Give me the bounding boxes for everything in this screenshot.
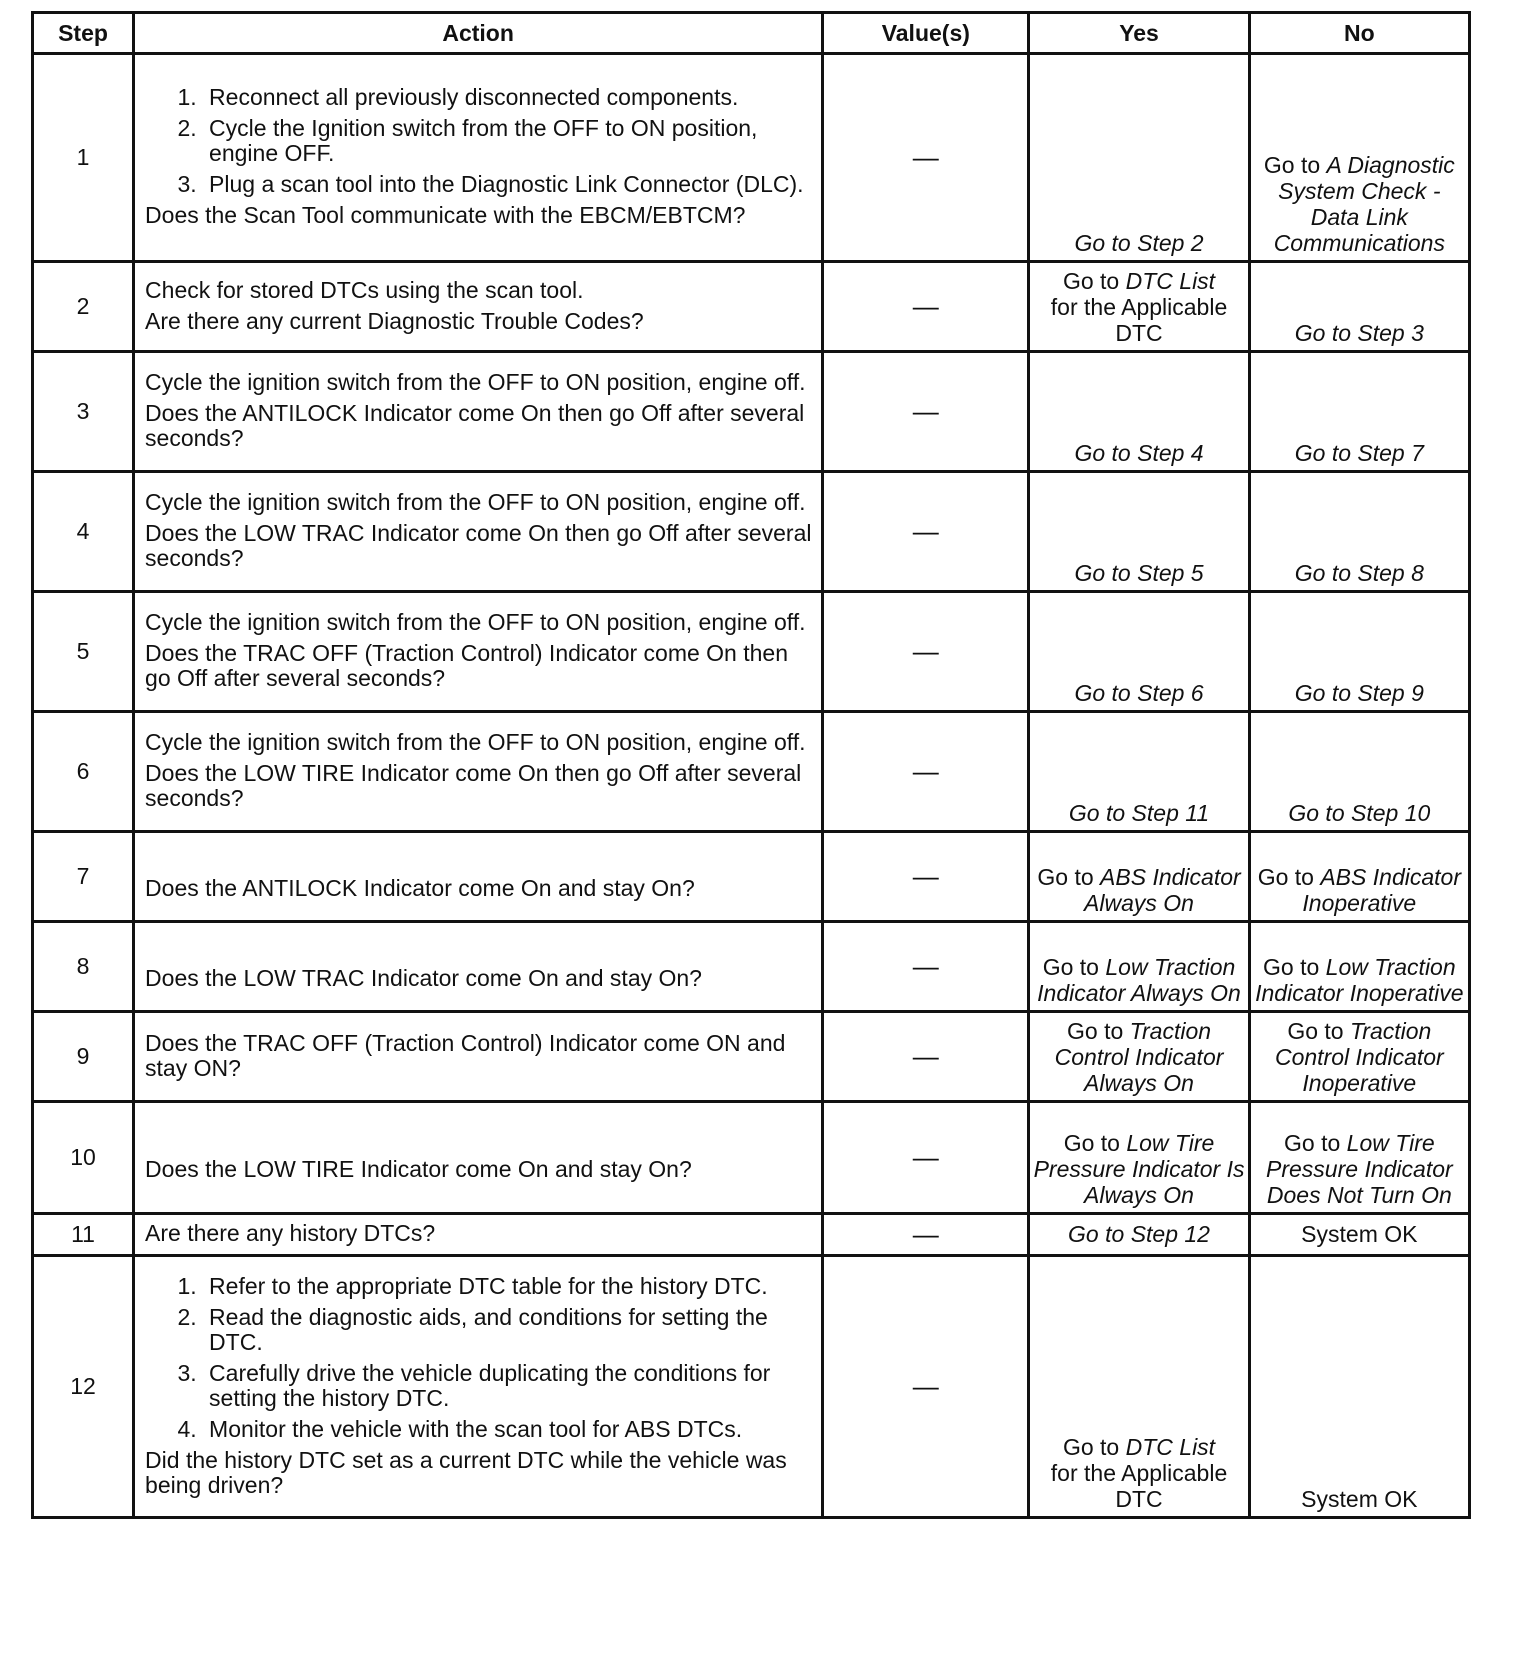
action-question: Does the Scan Tool communicate with the EBCM/EBTCM? — [145, 202, 746, 228]
yes-target: Low Tire Pressure Indicator Is Always On — [1033, 1130, 1245, 1208]
table-row — [33, 1012, 1470, 1102]
action-question: Are there any history DTCs? — [145, 1220, 436, 1246]
value-dash: — — [823, 262, 1029, 352]
step-number: 5 — [33, 592, 134, 712]
yes-prefix: Go to — [1042, 954, 1099, 980]
value-dash: — — [823, 712, 1029, 832]
instruction-item: 3. Plug a scan tool into the Diagnostic Link Connector (DLC). — [203, 172, 813, 197]
table-row — [33, 592, 1470, 712]
spacer — [145, 941, 813, 966]
step-number: 6 — [33, 712, 134, 832]
action-question: Does the LOW TRAC Indicator come On and stay On? — [145, 964, 702, 991]
value-dash: — — [823, 922, 1029, 1012]
action-cell — [134, 1102, 823, 1214]
instruction-text: Cycle the ignition switch from the OFF to ON position, engine off. — [145, 489, 806, 515]
step-number: 3 — [33, 352, 134, 472]
value-dash: — — [823, 1102, 1029, 1214]
no-target: ABS Indicator Inoperative — [1302, 864, 1461, 916]
yes-target: ABS Indicator Always On — [1084, 864, 1241, 916]
step-number: 8 — [33, 922, 134, 1012]
step-number: 2 — [33, 262, 134, 352]
instruction-list — [145, 85, 813, 197]
yes-target: Go to Step 12 — [1068, 1220, 1210, 1247]
value-dash: — — [823, 54, 1029, 262]
yes-target: Go to Step 6 — [1074, 680, 1204, 706]
action-question: Does the ANTILOCK Indicator come On and stay On? — [145, 874, 695, 901]
yes-result — [1029, 262, 1249, 352]
yes-result — [1029, 922, 1249, 1012]
action-cell — [134, 472, 823, 592]
value-dash: — — [823, 592, 1029, 712]
no-target: Go to Step 8 — [1294, 560, 1424, 586]
no-target: Low Tire Pressure Indicator Does Not Turn On — [1266, 1130, 1453, 1208]
yes-target: Go to Step 11 — [1068, 800, 1210, 826]
table-row — [33, 1214, 1470, 1256]
no-result — [1249, 592, 1469, 712]
action-question: Does the LOW TIRE Indicator come On and stay On? — [145, 1155, 692, 1182]
no-result — [1249, 1256, 1469, 1518]
no-target: Go to Step 9 — [1294, 680, 1424, 706]
no-prefix: Go to — [1263, 954, 1320, 980]
instruction-item: 2. Cycle the Ignition switch from the OFF to ON position, engine OFF. — [203, 116, 813, 166]
action-question: Does the TRAC OFF (Traction Control) Indicator come ON and stay ON? — [145, 1029, 786, 1081]
yes-result — [1029, 1012, 1249, 1102]
no-result — [1249, 262, 1469, 352]
yes-target: DTC List — [1125, 268, 1216, 294]
instruction-list — [145, 1274, 813, 1442]
step-number: 7 — [33, 832, 134, 922]
header-no: No — [1249, 13, 1469, 54]
value-dash: — — [823, 1012, 1029, 1102]
yes-target: DTC List — [1125, 1434, 1216, 1460]
yes-target: Low Traction Indicator Always On — [1037, 954, 1241, 1006]
header-yes: Yes — [1029, 13, 1249, 54]
diagnostic-table — [31, 11, 1471, 1519]
spacer — [145, 851, 813, 876]
yes-target: Go to Step 5 — [1074, 560, 1204, 586]
no-prefix: Go to — [1287, 1018, 1344, 1044]
no-result — [1249, 472, 1469, 592]
no-target: Go to Step 7 — [1294, 440, 1424, 466]
table-row — [33, 1102, 1470, 1214]
action-cell — [134, 1012, 823, 1102]
yes-prefix: Go to — [1062, 1434, 1120, 1460]
table-row — [33, 262, 1470, 352]
instruction-text: Check for stored DTCs using the scan tool. — [145, 276, 584, 303]
step-number: 12 — [33, 1256, 134, 1518]
step-number: 9 — [33, 1012, 134, 1102]
yes-result — [1029, 1214, 1249, 1256]
action-cell — [134, 54, 823, 262]
table-row — [33, 712, 1470, 832]
step-number: 11 — [33, 1214, 134, 1256]
no-result — [1249, 352, 1469, 472]
yes-target: Go to Step 2 — [1074, 230, 1204, 256]
no-prefix: Go to — [1284, 1130, 1341, 1156]
instruction-item: 1. Reconnect all previously disconnected components. — [203, 85, 813, 110]
spacer — [145, 1132, 813, 1157]
table-row — [33, 832, 1470, 922]
yes-result — [1029, 592, 1249, 712]
no-target: A Diagnostic System Check - Data Link Communications — [1273, 152, 1455, 256]
instruction-item: 1. Refer to the appropriate DTC table for the history DTC. — [203, 1274, 813, 1299]
yes-prefix: Go to — [1063, 1130, 1120, 1156]
action-cell — [134, 1214, 823, 1256]
step-number: 10 — [33, 1102, 134, 1214]
action-question: Does the ANTILOCK Indicator come On then go Off after several seconds? — [145, 400, 805, 451]
instruction-text: Cycle the ignition switch from the OFF to ON position, engine off. — [145, 369, 806, 395]
value-dash: — — [823, 832, 1029, 922]
instruction-text: Cycle the ignition switch from the OFF to ON position, engine off. — [145, 609, 806, 635]
yes-suffix: for the Applicable DTC — [1050, 294, 1228, 346]
no-target: Low Traction Indicator Inoperative — [1255, 954, 1464, 1006]
yes-result — [1029, 472, 1249, 592]
action-cell — [134, 1256, 823, 1518]
action-cell — [134, 832, 823, 922]
step-number: 1 — [33, 54, 134, 262]
action-cell — [134, 922, 823, 1012]
action-cell — [134, 712, 823, 832]
yes-prefix: Go to — [1062, 268, 1120, 294]
no-prefix: Go to — [1257, 864, 1314, 890]
yes-result — [1029, 1102, 1249, 1214]
instruction-item: 3. Carefully drive the vehicle duplicating the conditions for setting the history DTC. — [203, 1361, 813, 1411]
no-target: Go to Step 10 — [1288, 800, 1431, 826]
yes-result — [1029, 712, 1249, 832]
value-dash: — — [823, 472, 1029, 592]
no-result — [1249, 54, 1469, 262]
yes-target: Go to Step 4 — [1074, 440, 1204, 466]
yes-result — [1029, 352, 1249, 472]
no-result — [1249, 832, 1469, 922]
no-prefix: System OK — [1301, 1486, 1418, 1512]
no-result — [1249, 1102, 1469, 1214]
instruction-item: 4. Monitor the vehicle with the scan tool for ABS DTCs. — [203, 1417, 813, 1442]
no-result — [1249, 712, 1469, 832]
value-dash: — — [823, 1256, 1029, 1518]
yes-prefix: Go to — [1037, 864, 1094, 890]
value-dash: — — [823, 352, 1029, 472]
no-prefix: Go to — [1263, 152, 1321, 178]
action-question: Are there any current Diagnostic Trouble Codes? — [145, 307, 644, 334]
step-number: 4 — [33, 472, 134, 592]
yes-result — [1029, 54, 1249, 262]
no-prefix: System OK — [1301, 1220, 1418, 1247]
no-result — [1249, 922, 1469, 1012]
no-target: Go to Step 3 — [1294, 320, 1424, 346]
instruction-text: Cycle the ignition switch from the OFF to ON position, engine off. — [145, 729, 806, 755]
action-cell — [134, 262, 823, 352]
yes-target: Traction Control Indicator Always On — [1054, 1018, 1224, 1096]
yes-result — [1029, 1256, 1249, 1518]
instruction-item: 2. Read the diagnostic aids, and conditions for setting the DTC. — [203, 1305, 813, 1355]
table-row — [33, 54, 1470, 262]
no-result — [1249, 1012, 1469, 1102]
yes-result — [1029, 832, 1249, 922]
table-row — [33, 472, 1470, 592]
table-row — [33, 352, 1470, 472]
header-step: Step — [33, 13, 134, 54]
action-question: Does the LOW TRAC Indicator come On then go Off after several seconds? — [145, 520, 812, 571]
yes-prefix: Go to — [1067, 1018, 1124, 1044]
header-values: Value(s) — [823, 13, 1029, 54]
header-action: Action — [134, 13, 823, 54]
action-cell — [134, 592, 823, 712]
table-row — [33, 1256, 1470, 1518]
action-question: Does the TRAC OFF (Traction Control) Indicator come On then go Off after several seconds? — [145, 640, 789, 691]
action-cell — [134, 352, 823, 472]
action-question: Does the LOW TIRE Indicator come On then go Off after several seconds? — [145, 760, 802, 811]
no-target: Traction Control Indicator Inoperative — [1274, 1018, 1444, 1096]
header-row — [33, 13, 1470, 54]
no-result — [1249, 1214, 1469, 1256]
value-dash: — — [823, 1214, 1029, 1256]
action-question: Did the history DTC set as a current DTC while the vehicle was being driven? — [145, 1446, 787, 1498]
table-row — [33, 922, 1470, 1012]
yes-suffix: for the Applicable DTC — [1050, 1460, 1228, 1512]
